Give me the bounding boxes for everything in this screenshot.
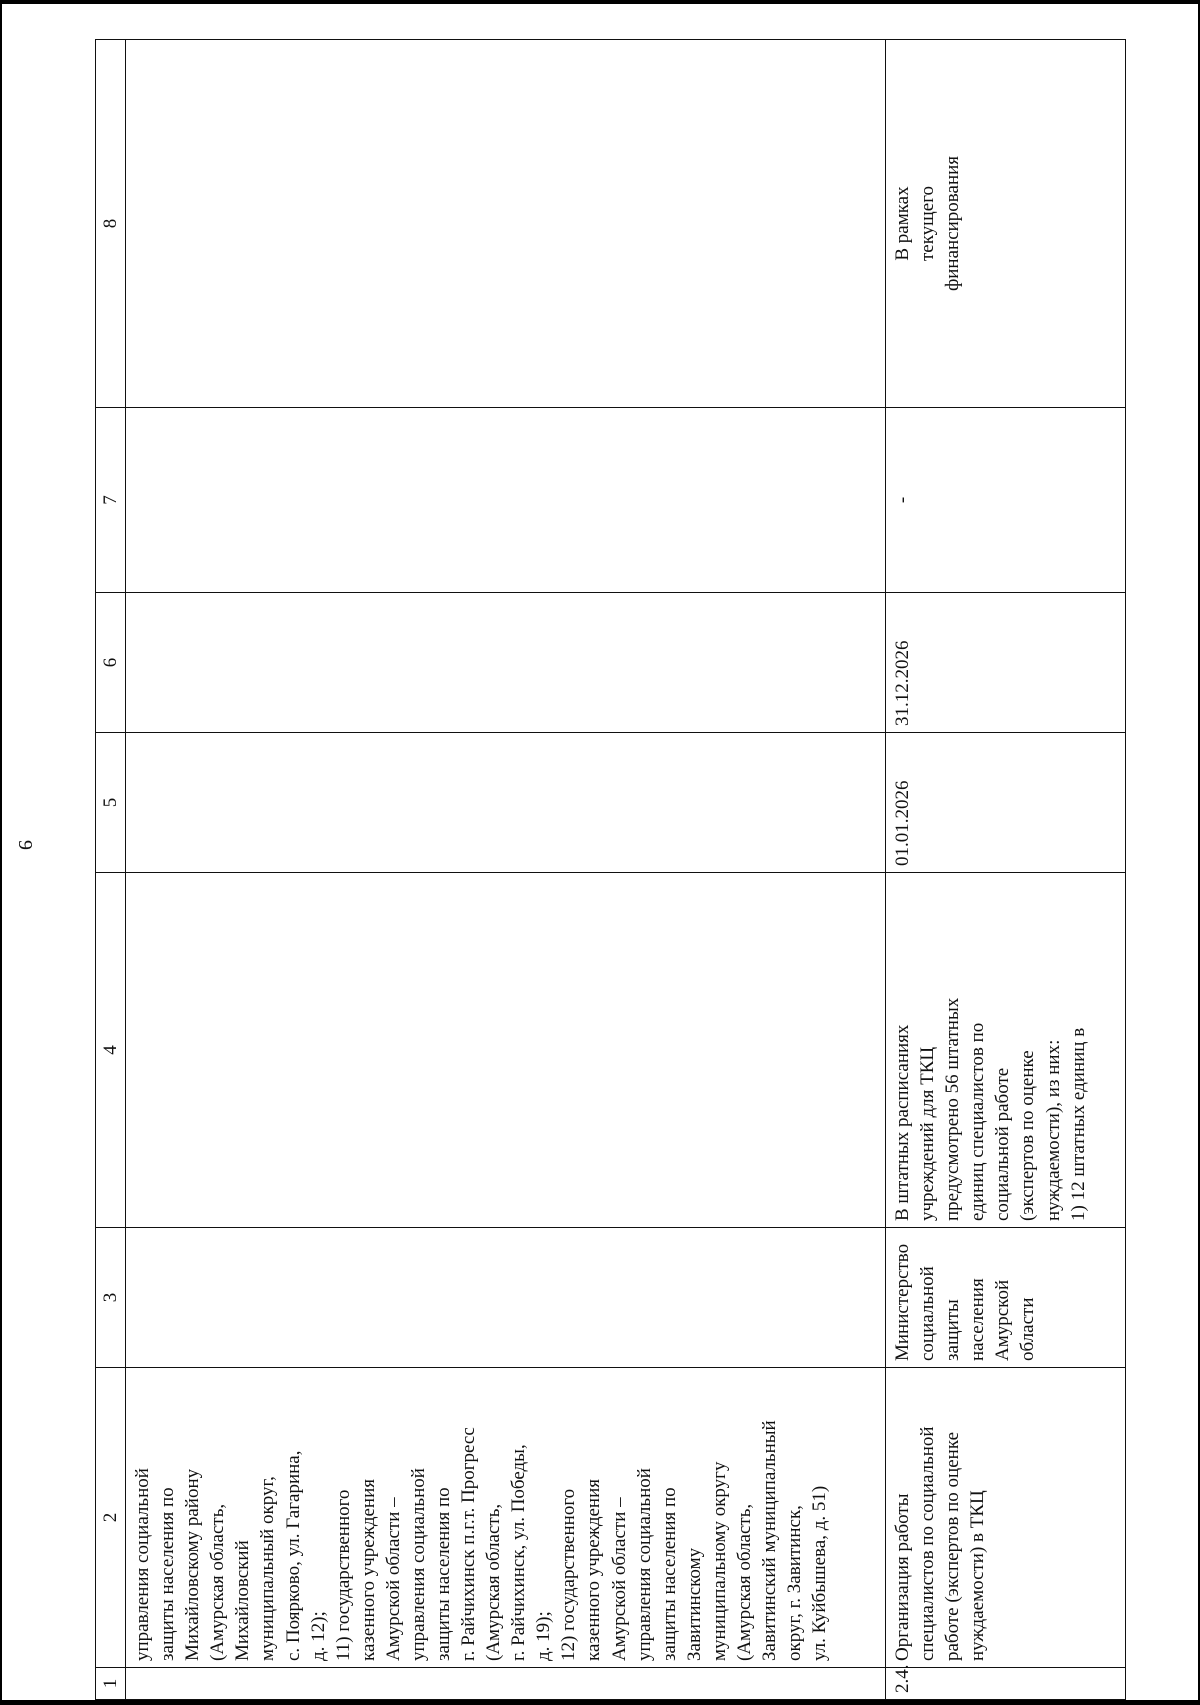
header-cell-2: 2	[96, 1368, 126, 1668]
row2-item-number: 2.4.	[886, 1668, 1126, 1700]
row2-start-date: 01.01.2026	[886, 733, 1126, 873]
scan-edge-left	[0, 0, 2, 1705]
row1-col2-institutions: управления социальной защиты населения по Михайловскому району (Амурская область, Михайловский муниципальный округ, с. Поярково, ул. Гагарина, д. 12); 11) государственного казенного учреждения Амурской области – управления социальной защиты населения по г. Райчихинск п.г.т. Прогресс (Амурская область, г. Райчихинск, ул. Победы, д. 19); 12) государственного казенного учреждения Амурской области – управления социальной защиты населения по Завитинскому муниципальному округу (Амурская область, Завитинский муниципальный округ, г. Завитинск, ул. Куйбышева, д. 51)	[126, 1368, 886, 1668]
header-cell-7: 7	[96, 408, 126, 593]
header-cell-8: 8	[96, 40, 126, 408]
row2-financing: В рамках текущего финансирования	[886, 40, 1126, 408]
row1-col4	[126, 873, 886, 1228]
row1-col3	[126, 1228, 886, 1368]
row2-col7-dash: -	[886, 408, 1126, 593]
rotated-table-container	[95, 30, 1135, 1700]
document-table	[95, 39, 1126, 1700]
header-cell-1: 1	[96, 1668, 126, 1700]
row2-responsible: Министерство социальной защиты населения Амурской области	[886, 1228, 1126, 1368]
row1-col6	[126, 593, 886, 733]
row1-col1	[126, 1668, 886, 1700]
scan-edge-bottom	[0, 1700, 1200, 1705]
header-cell-3: 3	[96, 1228, 126, 1368]
header-cell-4: 4	[96, 873, 126, 1228]
row2-end-date: 31.12.2026	[886, 593, 1126, 733]
page-number: 9	[14, 840, 36, 850]
table-row	[886, 40, 1126, 1700]
row1-col8	[126, 40, 886, 408]
row2-activity-name: Организация работы специалистов по социальной работе (экспертов по оценке нуждаемости) в ТКЦ	[886, 1368, 1126, 1668]
row2-result: В штатных расписаниях учреждений для ТКЦ предусмотрено 56 штатных единиц специалистов по социальной работе (экспертов по оценке нуждаемости), из них: 1) 12 штатных единиц в	[886, 873, 1126, 1228]
table-row	[126, 40, 886, 1700]
row1-col5	[126, 733, 886, 873]
table-header-row	[96, 40, 126, 1700]
row1-col7	[126, 408, 886, 593]
header-cell-6: 6	[96, 593, 126, 733]
header-cell-5: 5	[96, 733, 126, 873]
scan-edge-top	[0, 0, 1200, 4]
